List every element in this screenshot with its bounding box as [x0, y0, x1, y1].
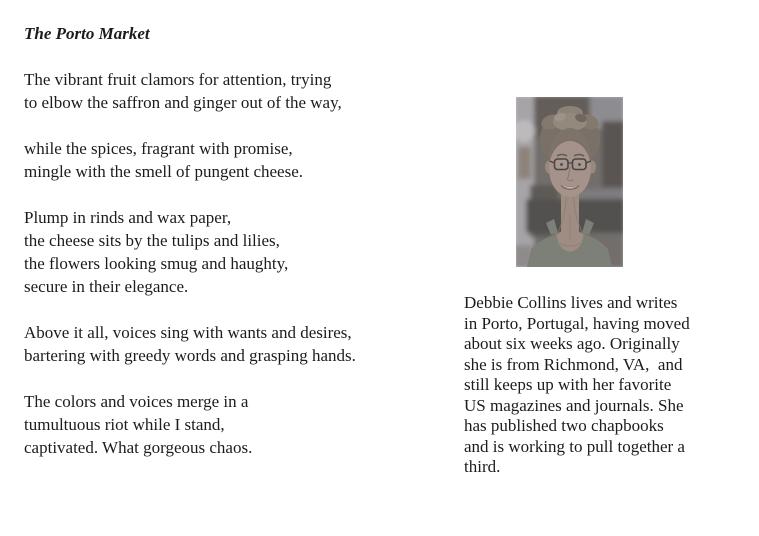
- bio-line: she is from Richmond, VA, and: [464, 354, 683, 374]
- poem-line: mingle with the smell of pungent cheese.: [24, 162, 304, 181]
- poem-line: the flowers looking smug and haughty,: [24, 254, 289, 273]
- author-photo: [516, 97, 623, 267]
- poem-line: secure in their elegance.: [24, 277, 189, 296]
- bio-line: US magazines and journals. She: [464, 395, 684, 415]
- bio-line: third.: [464, 457, 501, 476]
- poem-stanza: [24, 137, 444, 183]
- author-photo-image: [516, 97, 623, 267]
- bio-line: about six weeks ago. Originally: [464, 334, 680, 353]
- poem-line: the cheese sits by the tulips and lilies,: [24, 231, 280, 250]
- poem-line: The vibrant fruit clamors for attention, trying: [24, 70, 332, 89]
- poem-line: to elbow the saffron and ginger out of the way,: [24, 93, 342, 112]
- poem-line: tumultuous riot while I stand,: [24, 415, 225, 434]
- bio-line: Debbie Collins lives and writes: [464, 293, 678, 312]
- poem-line: The colors and voices merge in a: [24, 392, 249, 411]
- poem-title: The Porto Market: [24, 24, 150, 43]
- poem-stanza: [24, 321, 444, 367]
- poem-line: while the spices, fragrant with promise,: [24, 139, 293, 158]
- bio-line: still keeps up with her favorite: [464, 375, 672, 394]
- bio-line: in Porto, Portugal, having moved: [464, 313, 690, 333]
- poem-line: bartering with greedy words and grasping hands.: [24, 346, 356, 365]
- bio-line: and is working to pull together a: [464, 436, 685, 456]
- poem-stanza: [24, 390, 444, 459]
- author-bio: [464, 293, 712, 478]
- bio-line: has published two chapbooks: [464, 416, 664, 435]
- poem-line: captivated. What gorgeous chaos.: [24, 438, 253, 457]
- poem-stanza: [24, 68, 444, 114]
- poem-line: Plump in rinds and wax paper,: [24, 208, 232, 227]
- poem-line: Above it all, voices sing with wants and desires,: [24, 323, 352, 342]
- poem-stanza: [24, 206, 444, 298]
- poem: [24, 22, 444, 482]
